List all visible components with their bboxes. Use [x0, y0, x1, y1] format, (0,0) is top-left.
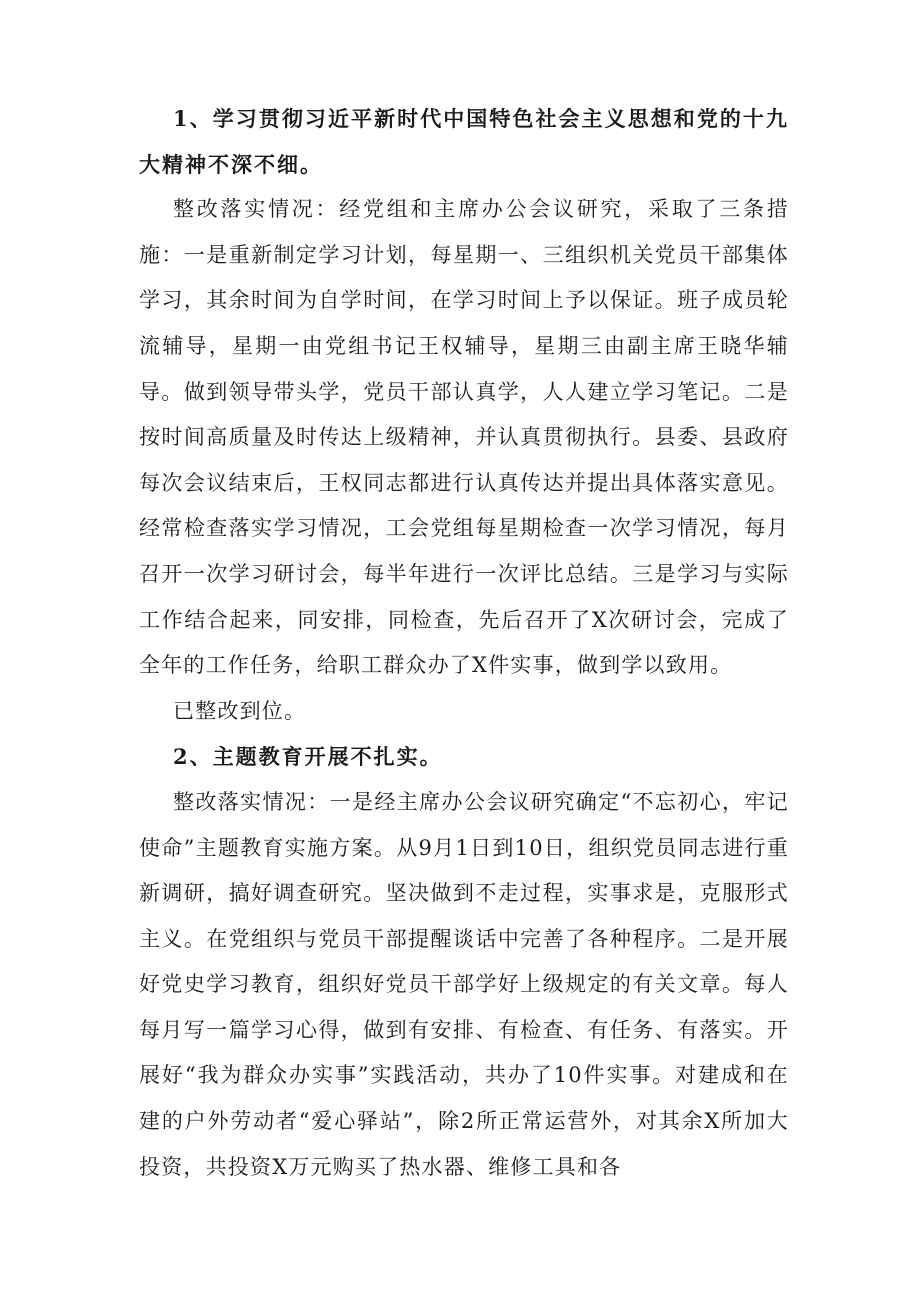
document-page — [139, 96, 789, 1190]
body-paragraph-3: 整改落实情况：一是经主席办公会议研究确定“不忘初心，牢记使命”主题教育实施方案。从9月1日到10日，组织党员同志进行重新调研，搞好调查研究。坚决做到不走过程，实事求是，克服形式主义。在党组织与党员干部提醒谈话中完善了各种程序。二是开展好党史学习教育，组织好党员干部学好上级规定的有关文章。每人每月写一篇学习心得，做到有安排、有检查、有任务、有落实。开展好“我为群众办实事”实践活动，共办了10件实事。对建成和在建的户外劳动者“爱心驿站”，除2所正常运营外，对其余X所加大投资，共投资X万元购买了热水器、维修工具和各 — [139, 789, 789, 1179]
body-paragraph-1: 整改落实情况：经党组和主席办公会议研究，采取了三条措施：一是重新制定学习计划，每星期一、三组织机关党员干部集体学习，其余时间为自学时间，在学习时间上予以保证。班子成员轮流辅导，星期一由党组书记王权辅导，星期三由副主席王晓华辅导。做到领导带头学，党员干部认真学，人人建立学习笔记。二是按时间高质量及时传达上级精神，并认真贯彻执行。县委、县政府每次会议结束后，王权同志都进行认真传达并提出具体落实意见。经常检查落实学习情况，工会党组每星期检查一次学习情况，每月召开一次学习研讨会，每半年进行一次评比总结。三是学习与实际工作结合起来，同安排，同检查，先后召开了X次研讨会，完成了全年的工作任务，给职工群众办了X件实事，做到学以致用。 — [139, 197, 789, 678]
section-heading-1: 1、学习贯彻习近平新时代中国特色社会主义思想和党的十九大精神不深不细。 — [139, 106, 789, 177]
body-paragraph-2: 已整改到位。 — [173, 698, 307, 723]
section-heading-2: 2、主题教育开展不扎实。 — [173, 744, 443, 770]
